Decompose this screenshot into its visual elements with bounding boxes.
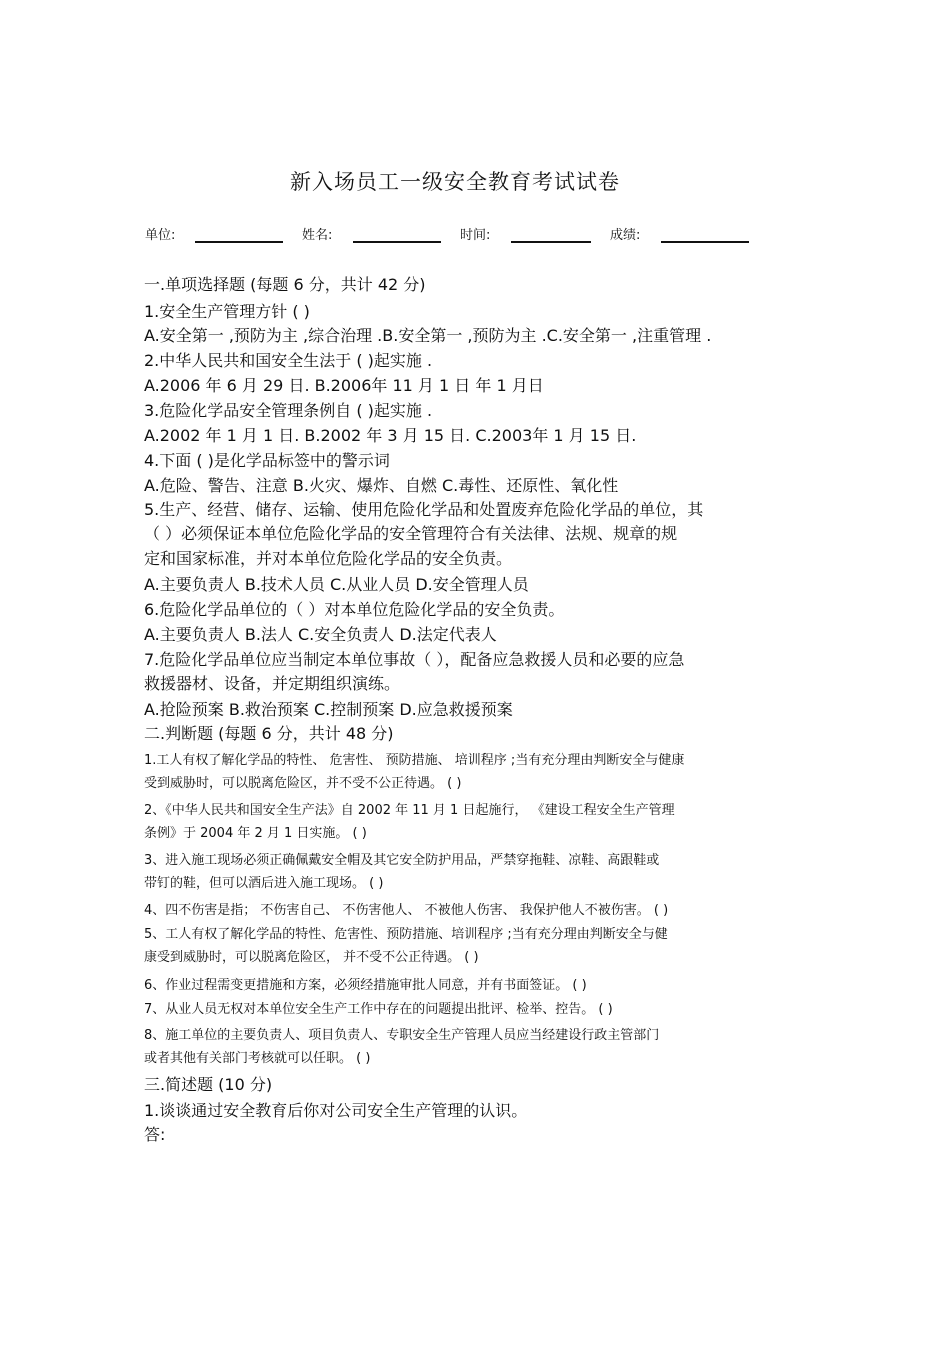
answer-options: A.2006 年 6 月 29 日. B.2006年 11 月 1 日 年 1 月日 — [144, 376, 544, 395]
section-heading: 三.简述题 (10 分) — [144, 1075, 273, 1094]
question-text: 3.危险化学品安全管理条例自 ( )起实施 . — [144, 401, 433, 420]
question-text: 6.危险化学品单位的（ ）对本单位危险化学品的安全负责。 — [144, 600, 565, 619]
judgement-item: 3、进入施工现场必须正确佩戴安全帽及其它安全防护用品，严禁穿拖鞋、凉鞋、高跟鞋或 — [144, 853, 660, 868]
question-text: （ ）必须保证本单位危险化学品的安全管理符合有关法律、法规、规章的规 — [144, 524, 678, 543]
judgement-item: 8、施工单位的主要负责人、项目负责人、专职安全生产管理人员应当经建设行政主管部门 — [144, 1028, 660, 1043]
answer-options: A.危险、警告、注意 B.火灾、爆炸、自燃 C.毒性、还原性、氧化性 — [144, 476, 619, 495]
judgement-item: 7、从业人员无权对本单位安全生产工作中存在的问题提出批评、检举、控告。 ( ) — [144, 1002, 613, 1017]
judgement-item: 4、四不伤害是指； 不伤害自己、 不伤害他人、 不被他人伤害、 我保护他人不被伤害。 ( ) — [144, 903, 669, 918]
question-text: 2.中华人民共和国安全生法于 ( )起实施 . — [144, 351, 433, 370]
judgement-item: 1.工人有权了解化学品的特性、 危害性、 预防措施、 培训程序 ;当有充分理由判断安全与健康 — [144, 753, 685, 768]
section-heading: 一.单项选择题 (每题 6 分，共计 42 分) — [144, 275, 426, 294]
answer-label: 答: — [144, 1125, 166, 1144]
question-text: 救援器材、设备，并定期组织演练。 — [144, 674, 401, 693]
question-text: 1.谈谈通过安全教育后你对公司安全生产管理的认识。 — [144, 1101, 528, 1120]
judgement-item: 受到威胁时，可以脱离危险区，并不受不公正待遇。 ( ) — [144, 776, 462, 791]
section-heading: 二.判断题 (每题 6 分，共计 48 分) — [144, 724, 394, 743]
exam-title: 新入场员工一级安全教育考试试卷 — [290, 170, 620, 194]
answer-options: A.主要负责人 B.法人 C.安全负责人 D.法定代表人 — [144, 625, 497, 644]
judgement-item: 6、作业过程需变更措施和方案，必须经措施审批人同意，并有书面签证。 ( ) — [144, 978, 587, 993]
name-blank — [353, 241, 441, 243]
name-label: 姓名: — [302, 228, 333, 243]
question-text: 7.危险化学品单位应当制定本单位事故（ ），配备应急救援人员和必要的应急 — [144, 650, 685, 669]
judgement-item: 带钉的鞋，但可以酒后进入施工现场。 ( ) — [144, 876, 384, 891]
time-blank — [511, 241, 591, 243]
answer-options: A.安全第一 ,预防为主 ,综合治理 .B.安全第一 ,预防为主 .C.安全第一 ,注重管理 . — [144, 326, 712, 345]
score-label: 成绩: — [610, 228, 641, 243]
time-label: 时间: — [460, 228, 491, 243]
question-text: 定和国家标准，并对本单位危险化学品的安全负责。 — [144, 549, 513, 568]
judgement-item: 或者其他有关部门考核就可以任职。 ( ) — [144, 1051, 371, 1066]
judgement-item: 条例》于 2004 年 2 月 1 日实施。 ( ) — [144, 826, 367, 841]
unit-blank — [195, 241, 283, 243]
answer-options: A.抢险预案 B.救治预案 C.控制预案 D.应急救援预案 — [144, 700, 513, 719]
judgement-item: 2、《中华人民共和国安全生产法》自 2002 年 11 月 1 日起施行， 《建设工程安全生产管理 — [144, 803, 675, 818]
judgement-item: 康受到威胁时，可以脱离危险区， 并不受不公正待遇。 ( ) — [144, 950, 479, 965]
score-blank — [661, 241, 749, 243]
judgement-item: 5、工人有权了解化学品的特性、危害性、预防措施、培训程序 ;当有充分理由判断安全与健 — [144, 927, 668, 942]
question-text: 4.下面 ( )是化学品标签中的警示词 — [144, 451, 390, 470]
answer-options: A.主要负责人 B.技术人员 C.从业人员 D.安全管理人员 — [144, 575, 529, 594]
question-text: 5.生产、经营、储存、运输、使用危险化学品和处置废弃危险化学品的单位，其 — [144, 500, 704, 519]
unit-label: 单位: — [145, 228, 176, 243]
answer-options: A.2002 年 1 月 1 日. B.2002 年 3 月 15 日. C.2003年 1 月 15 日. — [144, 426, 637, 445]
question-text: 1.安全生产管理方针 ( ) — [144, 302, 310, 321]
